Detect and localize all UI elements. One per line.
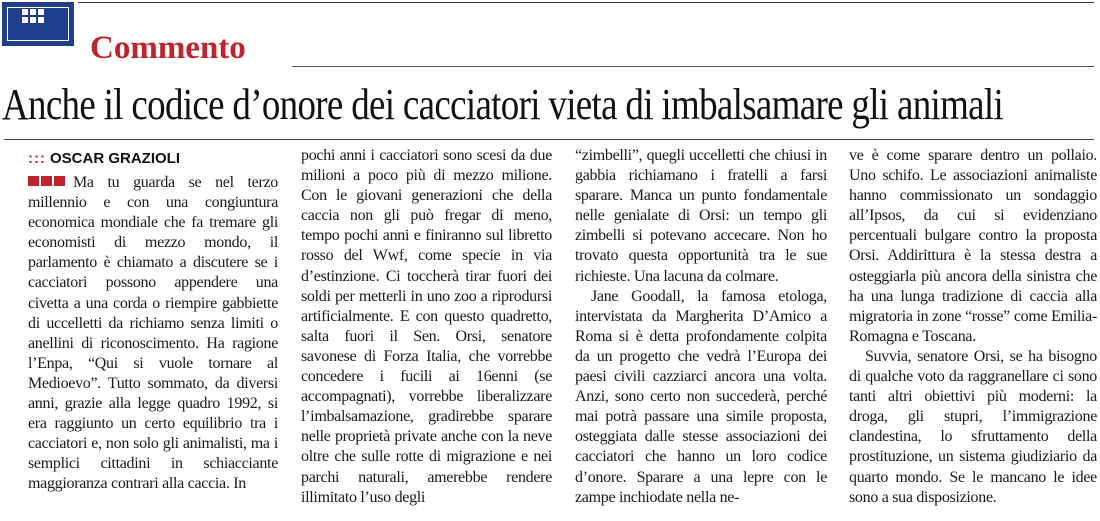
paragraph-text: Ma tu guarda se nel terzo millennio e con una congiuntura economica mondiale che fa tremare gli economisti di mezzo mondo, il parlamento è chiamato a discutere se i cacciatori possono appendere una civetta a una corda o riempire gabbiette di uccelletti da richiamo senza limiti o anellini di riconoscimento. Ha ragione l’Enpa, “Qui si vuole tornare al Medioevo”. Tutto sommato, da diversi anni, grazie alla legge quadro 1992, si era raggiunto un certo equilibrio tra i cacciatori e, non solo gli animalisti, ma i semplici cittadini in schiacciante maggioranza contrari alla caccia. In bbox=[28, 174, 278, 493]
lead-squares-icon bbox=[28, 172, 67, 182]
paragraph: Suvvia, senatore Orsi, se ha bisogno di qualche voto da raggranellare ci sono tanti altri obiettivi più moderni: la droga, gli stupri, l’immigrazione clandestina, lo sfruttamento della prostituzione, un sistema giudiziario da quarto mondo. Se le mancano le idee sono a sua disposizione. bbox=[849, 347, 1097, 506]
section-label: Commento bbox=[90, 30, 246, 66]
newspaper-logo bbox=[2, 2, 74, 46]
paragraph: ve è come sparare dentro un pollaio. Uno schifo. Le associazioni animaliste hanno commissionato un sondaggio all’Ipsos, da cui si evidenziano percentuali bulgare contro la proposta Orsi. Addirittura è la stessa destra a osteggiarla più ancora della sinistra che ha una lunga tradizione di caccia alla migratoria in zone “rosse” come Emilia-Romagna e Toscana. bbox=[849, 147, 1097, 345]
article-column-2 bbox=[301, 146, 552, 518]
byline bbox=[28, 150, 180, 168]
byline-marks: ::: bbox=[28, 150, 46, 167]
article-headline: Anche il codice d’onore dei cacciatori vieta di imbalsamare gli animali bbox=[2, 80, 1004, 129]
author-name: OSCAR GRAZIOLI bbox=[50, 150, 180, 167]
section-divider bbox=[292, 66, 1094, 67]
article-column-3 bbox=[575, 146, 827, 518]
top-divider bbox=[78, 2, 1094, 3]
paragraph bbox=[28, 172, 278, 495]
article-column-4 bbox=[849, 146, 1097, 518]
article-column-1 bbox=[28, 172, 278, 518]
paragraph: Jane Goodall, la famosa etologa, intervistata da Margherita D’Amico a Roma si è detta profondamente colpita da un progetto che vedrà l’Europa dei paesi civili cazziarci ancora una volta. Anzi, sono certo non succederà, perché mai potrà passare una simile proposta, osteggiata dalle stesse associazioni dei cacciatori che hanno un loro codice d’onore. Sparare a una lepre con le zampe inchiodate nella ne- bbox=[575, 287, 827, 506]
headline-divider bbox=[4, 139, 1094, 140]
grid-dots-icon bbox=[22, 9, 44, 27]
paragraph: “zimbelli”, quegli uccelletti che chiusi in gabbia richiamano i fratelli a farsi sparare. Manca un punto fondamentale nelle genialate di Orsi: un tempo gli zimbelli si potevano accecare. Non ho trovato questa opportunità tra le sue richieste. Una lacuna da colmare. bbox=[575, 147, 827, 285]
paragraph: pochi anni i cacciatori sono scesi da due milioni a poco più di mezzo milione. Con le giovani generazioni che della caccia non gli può fregar di meno, tempo pochi anni e finiranno sul libretto rosso del Wwf, come specie in via d’estinzione. Ci toccherà tirar fuori dei soldi per metterli in uno zoo a riprodursi artificialmente. E con questo quadretto, salta fuori il Sen. Orsi, senatore savonese di Forza Italia, che vorrebbe concedere i fucili ai 16enni (se accompagnati), vorrebbe liberalizzare l’imbalsamazione, gradirebbe sparare nelle proprietà private anche con la neve oltre che sulle rotte di migrazione e nei parchi naturali, amerebbe rendere illimitato l’uso degli bbox=[301, 147, 552, 506]
